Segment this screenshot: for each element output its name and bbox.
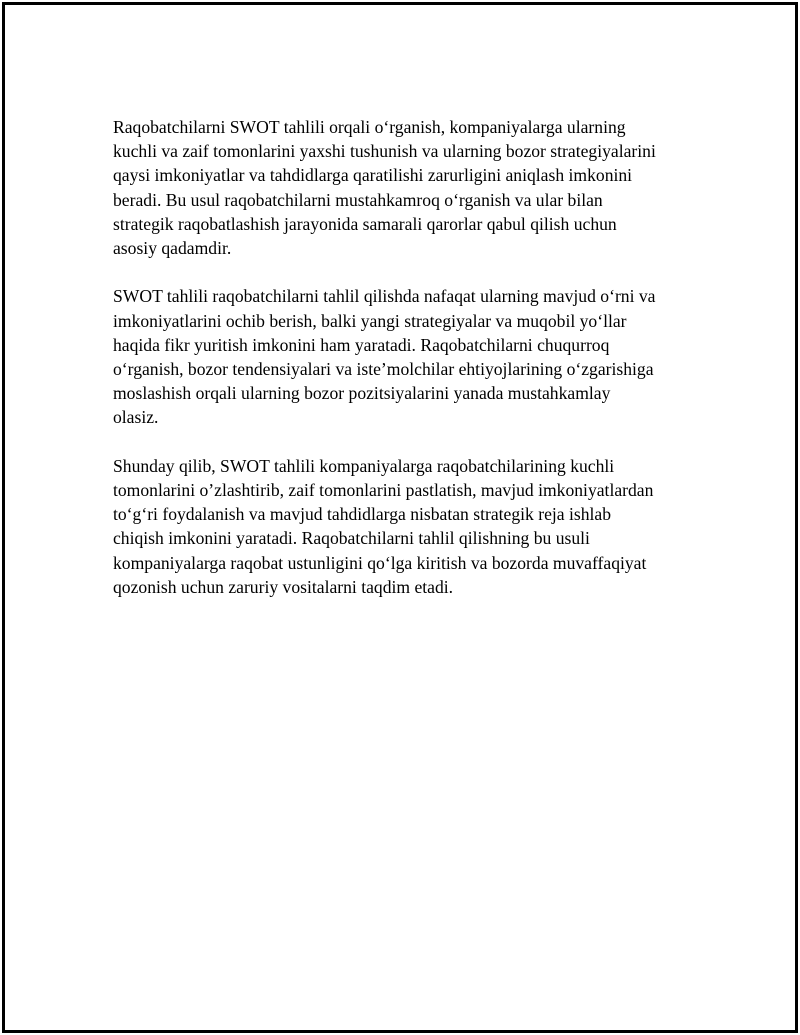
paragraph-line: qaysi imkoniyatlar va tahdidlarga qaratilishi zarurligini aniqlash imkonini	[113, 165, 633, 186]
paragraph-line: o‘rganish, bozor tendensiyalari va iste’molchilar ehtiyojlarining o‘zgarishiga	[113, 359, 654, 380]
paragraph-line: tomonlarini o’zlashtirib, zaif tomonlarini pastlatish, mavjud imkoniyatlardan	[113, 480, 654, 501]
paragraph-line: imkoniyatlarini ochib berish, balki yangi strategiyalar va muqobil yo‘llar	[113, 310, 627, 331]
paragraph-2	[113, 284, 713, 429]
paragraph-1	[113, 115, 713, 260]
document-body	[113, 115, 713, 623]
paragraph-line: chiqish imkonini yaratadi. Raqobatchilarni tahlil qilishning bu usuli	[113, 528, 590, 549]
paragraph-line: qozonish uchun zaruriy vositalarni taqdim etadi.	[113, 576, 454, 597]
paragraph-line: asosiy qadamdir.	[113, 238, 232, 259]
paragraph-line: haqida fikr yuritish imkonini ham yaratadi. Raqobatchilarni chuqurroq	[113, 334, 610, 355]
paragraph-line: strategik raqobatlashish jarayonida samarali qarorlar qabul qilish uchun	[113, 213, 617, 234]
paragraph-line: olasiz.	[113, 407, 159, 428]
paragraph-line: Shunday qilib, SWOT tahlili kompaniyalarga raqobatchilarining kuchli	[113, 455, 615, 476]
paragraph-line: to‘g‘ri foydalanish va mavjud tahdidlarga nisbatan strategik reja ishlab	[113, 504, 612, 525]
paragraph-line: Raqobatchilarni SWOT tahlili orqali o‘rganish, kompaniyalarga ularning	[113, 117, 626, 137]
paragraph-line: SWOT tahlili raqobatchilarni tahlil qilishda nafaqat ularning mavjud o‘rni va	[113, 286, 656, 307]
paragraph-line: moslashish orqali ularning bozor pozitsiyalarini yanada mustahkamlay	[113, 383, 611, 404]
paragraph-line: kuchli va zaif tomonlarini yaxshi tushunish va ularning bozor strategiyalarini	[113, 141, 656, 162]
paragraph-3	[113, 454, 713, 599]
paragraph-line: kompaniyalarga raqobat ustunligini qo‘lga kiritish va bozorda muvaffaqiyat	[113, 552, 647, 573]
paragraph-line: beradi. Bu usul raqobatchilarni mustahkamroq o‘rganish va ular bilan	[113, 189, 603, 210]
